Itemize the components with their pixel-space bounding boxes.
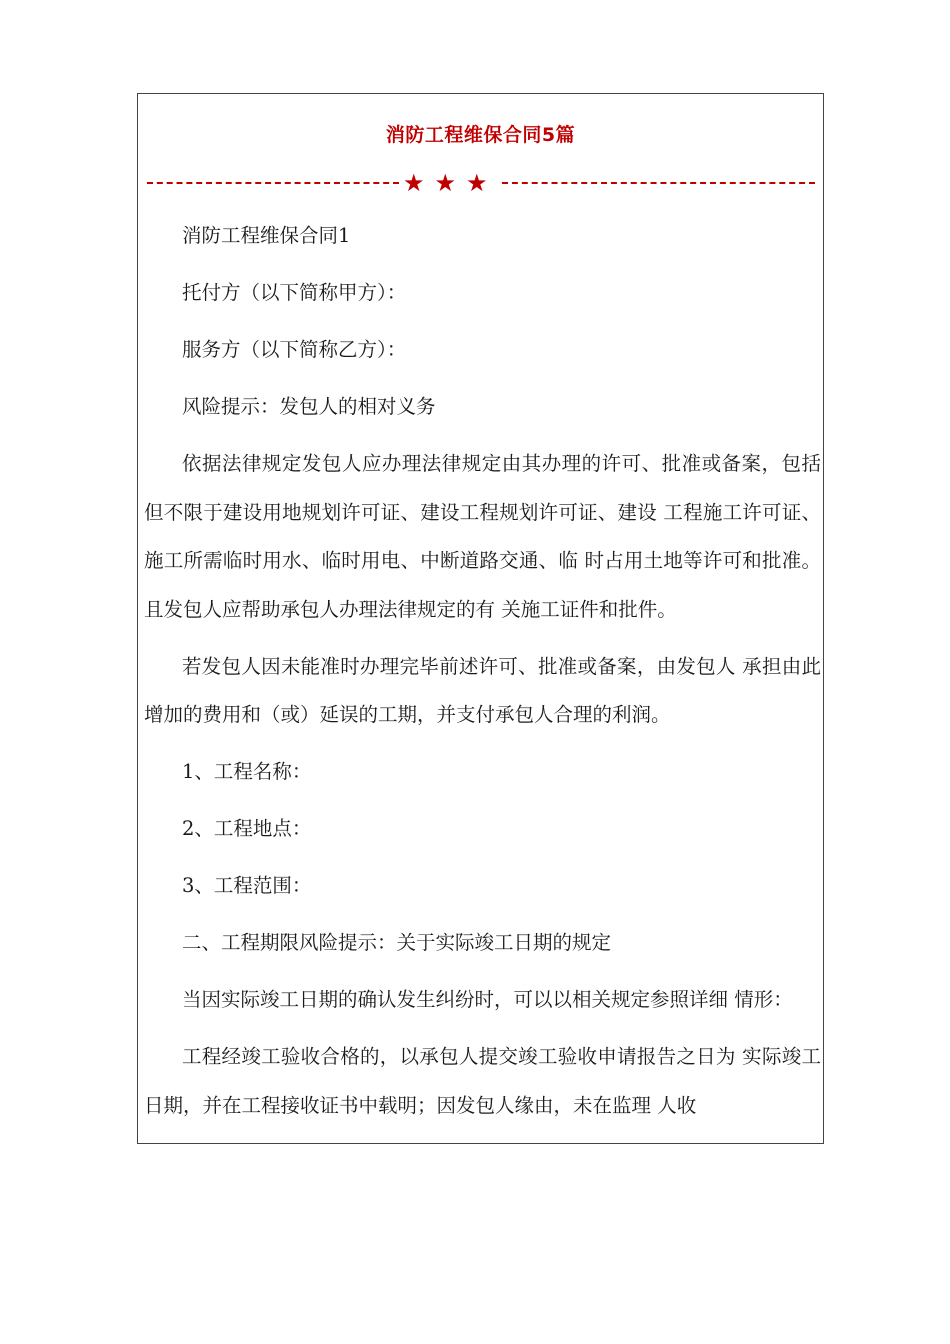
paragraph: 1、工程名称： [182,760,312,783]
paragraph: 3、工程范围： [182,874,312,897]
paragraph: 2、工程地点： [182,817,312,840]
divider-dash-right [502,182,815,184]
paragraph: 工程经竣工验收合格的，以承包人提交竣工验收申请报告之日为 实际竣工日期，并在工程接收证书中载明；因发包人缘由，未在监理 人收 [144,1045,821,1117]
title-divider [147,170,815,196]
paragraph: 二、工程期限风险提示：关于实际竣工日期的规定 [182,931,612,954]
divider-dash-left [147,182,399,184]
document-title: 消防工程维保合同5篇 [385,124,576,146]
paragraph: 服务方（以下简称乙方）： [182,338,407,361]
paragraph: 当因实际竣工日期的确认发生纠纷时，可以以相关规定参照详细 情形： [182,988,793,1011]
paragraph: 风险提示：发包人的相对义务 [182,395,436,418]
document-page [137,93,824,1144]
paragraph: 若发包人因未能准时办理完毕前述许可、批准或备案，由发包人 承担由此增加的费用和（或）延误的工期，并支付承包人合理的利润。 [144,654,821,726]
star-icons: ★★★ [403,169,498,197]
document-body [138,212,824,1139]
paragraph: 依据法律规定发包人应办理法律规定由其办理的许可、批准或备案，包括但不限于建设用地规划许可证、建设工程规划许可证、建设 工程施工许可证、施工所需临时用水、临时用电、中断道路交通、临 时占用土地等许可和批准。且发包人应帮助承包人办理法律规定的有 关施工证件和批件。 [144,452,821,621]
paragraph: 消防工程维保合同1 [182,224,351,247]
paragraph: 托付方（以下简称甲方）： [182,281,407,304]
